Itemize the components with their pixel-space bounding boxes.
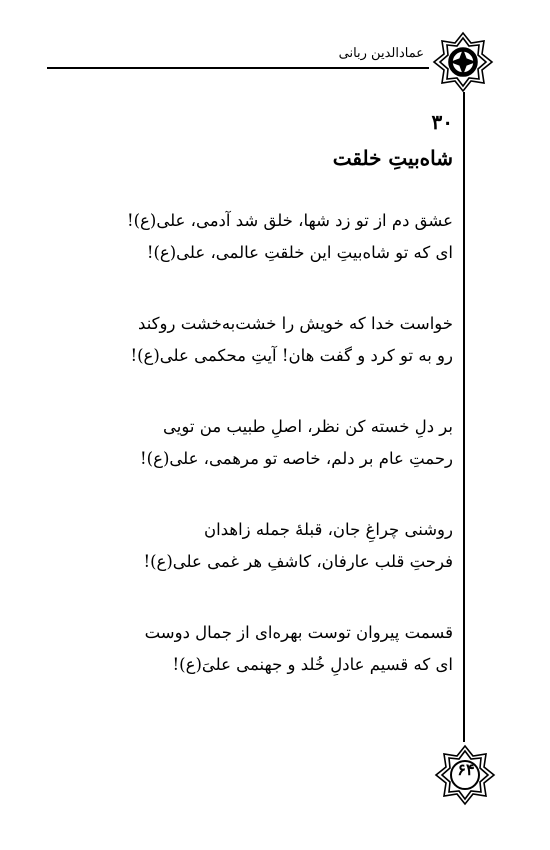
stanza [113,205,453,269]
page-number: ۶۴ [457,760,475,779]
ornament-rosette-icon [432,31,494,93]
stanza [113,617,453,681]
stanza [113,308,453,372]
poem-title: شاه‌بیتِ خلقت [332,146,453,170]
verse-line: خواست خدا که خویش را خشت‌به‌خشت روکند [138,314,453,333]
verse-line: رحمتِ عام بر دلم، خاصه تو مرهمی، علی(ع)! [140,449,453,468]
header-rule [47,67,429,69]
verse-line: روشنی چراغِ جان، قبلهٔ جمله زاهدان [204,520,453,539]
stanza [113,411,453,475]
verse-line: قسمت پیروان توست بهره‌ای از جمال دوست [144,623,453,642]
stanza [113,514,453,578]
poem-number: ۳۰ [431,110,453,134]
verse-line: بر دلِ خسته کن نظر، اصلِ طبیب من تویی [163,417,453,436]
margin-rule [463,92,465,742]
running-head: عمادالدین ربانی [338,46,424,61]
poem-body [113,205,453,720]
verse-line: ای که تو شاه‌بیتِ این خلقتِ عالمی، علی(ع)! [146,243,453,262]
verse-line: عشق دم از تو زد شها، خلق شد آدمی، علی(ع)! [126,211,453,230]
verse-line: رو به تو کرد و گفت هان! آیتِ محکمی علی(ع)! [130,346,453,365]
verse-line: فرحتِ قلب عارفان، کاشفِ هر غمی علی(ع)! [143,552,453,571]
verse-line: ای که قسیم عادلِ خُلد و جهنمی علیَ(ع)! [172,655,453,674]
